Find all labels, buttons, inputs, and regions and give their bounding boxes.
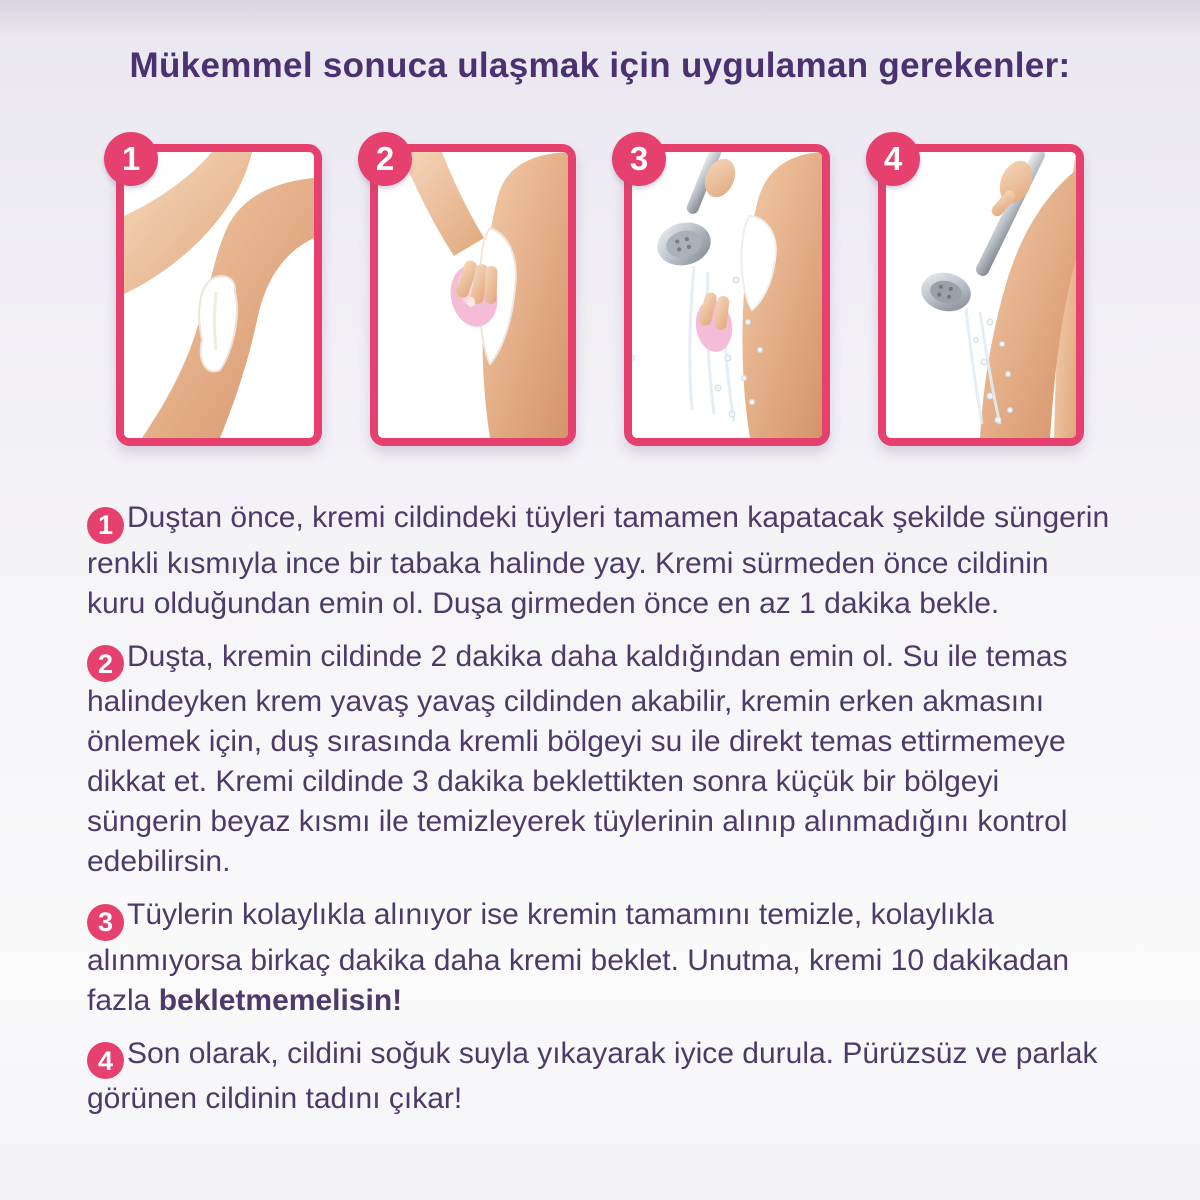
fingernail bbox=[467, 297, 475, 307]
photo-step-1-cream-on-leg bbox=[124, 152, 314, 438]
step-3-text: Tüylerin kolaylıkla alınıyor ise kremin tamamını temizle, kolaylıkla alınmıyorsa birkaç dakika daha kremi beklet. Unutma, kremi 10 dakikadan fazla bbox=[87, 898, 1070, 1017]
step-2-number-badge-inline: 2 bbox=[87, 645, 124, 682]
step-instruction-2 bbox=[87, 637, 1113, 883]
step-4-text: Son olarak, cildini soğuk suyla yıkayarak iyice durula. Pürüzsüz ve parlak görünen cildinin tadını çıkar! bbox=[87, 1036, 1098, 1115]
step-2-number-badge: 2 bbox=[358, 132, 412, 186]
step-photos-row bbox=[0, 140, 1200, 446]
step-instruction-3 bbox=[87, 895, 1113, 1021]
step-instruction-4 bbox=[87, 1034, 1113, 1120]
step-3-number-badge: 3 bbox=[612, 132, 666, 186]
step-2-text: Duşta, kremin cildinde 2 dakika daha kaldığından emin ol. Su ile temas halindeyken krem yavaş yavaş cildinden akabilir, kremin erken akmasını önlemek için, duş sırasında kremli bölgeyi su ile direkt temas ettirmemeye dikkat et. Kremi cildinde 3 dakika beklettikten sonra küçük bir bölgeyi süngerin beyaz kısmı ile temizleyerek tüylerinin alınıp alınmadığını kontrol edebilirsin. bbox=[87, 639, 1068, 878]
instructions-list bbox=[87, 498, 1113, 1119]
step-3-number-badge-inline: 3 bbox=[87, 904, 124, 941]
step-photo-card-4 bbox=[878, 140, 1084, 446]
step-instruction-1 bbox=[87, 498, 1113, 624]
step-photo-card-3 bbox=[624, 140, 830, 446]
page-title: Mükemmel sonuca ulaşmak için uygulaman gerekenler: bbox=[129, 46, 1071, 85]
photo-step-3-shower-and-sponge-test bbox=[632, 152, 822, 438]
step-3-text-bold: bekletmemelisin! bbox=[158, 983, 403, 1017]
photo-step-4-rinsing-leg bbox=[886, 152, 1076, 438]
photo-step-2-sponge-spreading-cream bbox=[378, 152, 568, 438]
step-1-number-badge: 1 bbox=[104, 132, 158, 186]
step-1-number-badge-inline: 1 bbox=[87, 507, 124, 544]
step-4-number-badge-inline: 4 bbox=[87, 1042, 124, 1079]
step-photo-card-2 bbox=[370, 140, 576, 446]
step-photo-card-1 bbox=[116, 140, 322, 446]
step-4-number-badge: 4 bbox=[866, 132, 920, 186]
step-1-text: Duştan önce, kremi cildindeki tüyleri tamamen kapatacak şekilde süngerin renkli kısmıyla ince bir tabaka halinde yay. Kremi sürmeden önce cildinin kuru olduğundan emin ol. Duşa girmeden önce en az 1 dakika bekle. bbox=[87, 501, 1110, 620]
